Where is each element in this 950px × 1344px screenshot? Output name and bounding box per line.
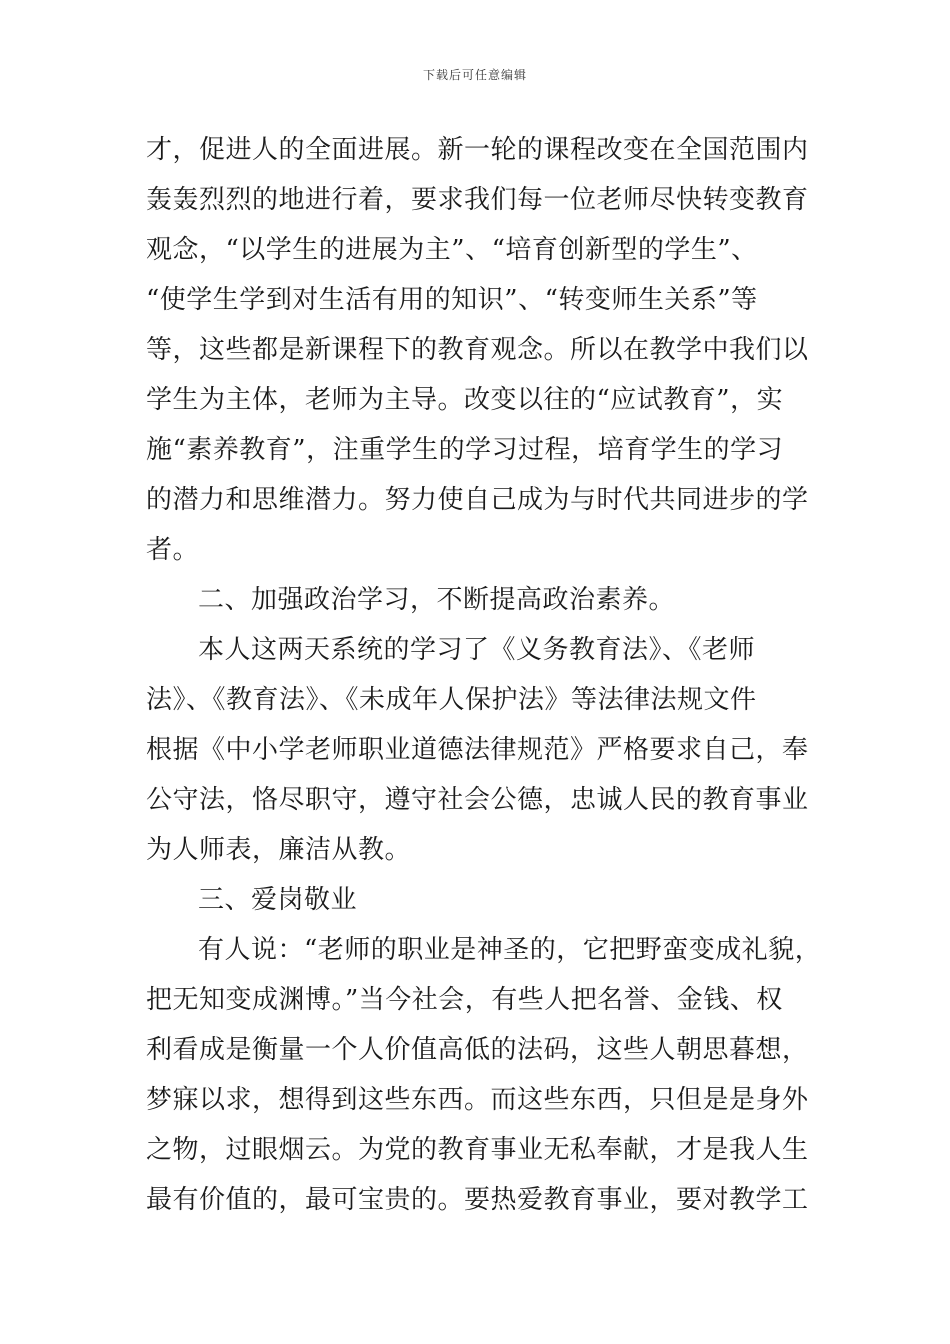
text-line: 公守法，恪尽职守，遵守社会公德，忠诚人民的教育事业 (146, 785, 809, 815)
text-line: 最有价值的，最可宝贵的。要热爱教育事业，要对教学工 (146, 1185, 809, 1215)
text-line: “使学生学到对生活有用的知识”、“转变师生关系”等 (146, 285, 758, 315)
text-line: 之物，过眼烟云。为党的教育事业无私奉献，才是我人生 (146, 1135, 809, 1165)
text-line: 有人说：“老师的职业是神圣的，它把野蛮变成礼貌， (198, 935, 822, 965)
text-line: 梦寐以求，想得到这些东西。而这些东西，只但是是身外 (146, 1085, 809, 1115)
text-line: 法》、《教育法》、《未成年人保护法》等法律法规文件 (146, 685, 757, 715)
text-line: 根据《中小学老师职业道德法律规范》严格要求自己，奉 (146, 735, 809, 765)
text-line: 学生为主体，老师为主导。改变以往的“应试教育”，实 (146, 385, 784, 415)
document-body (146, 125, 836, 1225)
text-line: 者。 (146, 535, 200, 565)
text-line: 施“素养教育”，注重学生的学习过程，培育学生的学习 (146, 435, 784, 465)
page-header: 下载后可任意编辑 (422, 68, 527, 82)
text-line: 本人这两天系统的学习了《义务教育法》、《老师 (198, 635, 756, 665)
text-line: 才，促进人的全面进展。新一轮的课程改变在全国范围内 (146, 135, 809, 165)
text-line: 轰轰烈烈的地进行着，要求我们每一位老师尽快转变教育 (146, 185, 809, 215)
section-heading: 二、加强政治学习，不断提高政治素养。 (198, 585, 676, 615)
section-heading: 三、爱岗敬业 (198, 885, 358, 915)
text-line: 观念，“以学生的进展为主”、“培育创新型的学生”、 (146, 235, 758, 265)
text-line: 利看成是衡量一个人价值高低的法码，这些人朝思暮想， (146, 1035, 809, 1065)
text-line: 为人师表，廉洁从教。 (146, 835, 412, 865)
text-line: 把无知变成渊博。”当今社会，有些人把名誉、金钱、权 (146, 985, 783, 1015)
text-line: 的潜力和思维潜力。努力使自己成为与时代共同进步的学 (146, 485, 809, 515)
text-line: 等，这些都是新课程下的教育观念。所以在教学中我们以 (146, 335, 809, 365)
